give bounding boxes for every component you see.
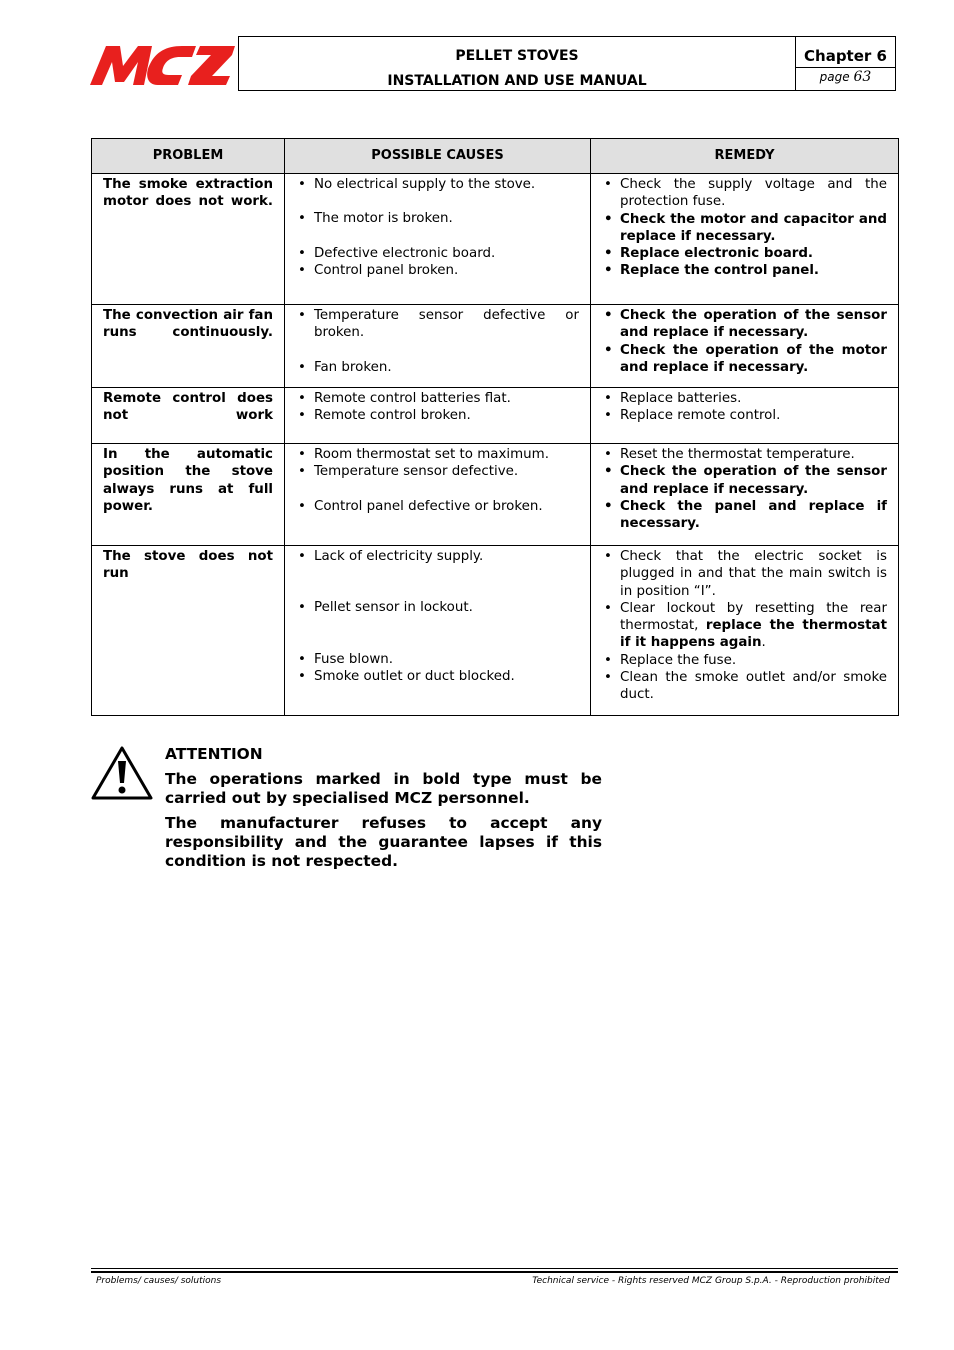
column-header-remedy: REMEDY <box>591 139 899 174</box>
cause-item: • Smoke outlet or duct blocked. <box>296 668 579 685</box>
footer-divider <box>91 1268 898 1269</box>
header-title-line1: PELLET STOVES <box>455 48 579 64</box>
cause-item: • Temperature sensor defective or broken. <box>296 307 579 342</box>
remedy-item: • Reset the thermostat temperature. <box>602 446 887 463</box>
remedy-item: • Check the operation of the motor and replace if necessary. <box>602 342 887 377</box>
column-header-causes: POSSIBLE CAUSES <box>285 139 591 174</box>
remedy-item: • Replace remote control. <box>602 407 887 424</box>
remedy-item: • Check the motor and capacitor and replace if necessary. <box>602 211 887 246</box>
header-box <box>238 36 896 91</box>
remedy-punct: . <box>761 635 766 651</box>
problem-cell: In the automatic position the stove always runs at full power. <box>92 444 285 546</box>
remedy-item: • Check the operation of the sensor and replace if necessary. <box>602 307 887 342</box>
cause-item: • No electrical supply to the stove. <box>296 176 579 193</box>
causes-cell <box>285 444 591 546</box>
causes-cell <box>285 174 591 305</box>
footer-divider-thick <box>91 1271 898 1273</box>
table-row <box>92 546 899 716</box>
troubleshooting-table <box>91 138 899 716</box>
problem-cell: Remote control does not work <box>92 388 285 444</box>
table-row <box>92 305 899 388</box>
cause-item: • Control panel defective or broken. <box>296 498 579 515</box>
warning-triangle-icon <box>90 745 154 801</box>
remedy-cell <box>591 388 899 444</box>
problem-cell: The convection air fan runs continuously. <box>92 305 285 388</box>
cause-item: • Fan broken. <box>296 359 579 376</box>
problem-cell: The smoke extraction motor does not work. <box>92 174 285 305</box>
remedy-item: • Replace the control panel. <box>602 262 887 279</box>
cause-item: • Fuse blown. <box>296 651 579 668</box>
remedy-item: • Check the panel and replace if necessary. <box>602 498 887 533</box>
page-number <box>796 69 895 85</box>
cause-item: • Room thermostat set to maximum. <box>296 446 579 463</box>
remedy-item: • Clean the smoke outlet and/or smoke duct. <box>602 669 887 704</box>
column-header-problem: PROBLEM <box>92 139 285 174</box>
remedy-text: Clear lockout by resetting the rear thermostat, <box>620 600 887 634</box>
header-chapter-cell <box>796 37 895 90</box>
remedy-item: • Replace the fuse. <box>602 652 887 669</box>
causes-cell <box>285 305 591 388</box>
table-row <box>92 444 899 546</box>
remedy-item: • Replace electronic board. <box>602 245 887 262</box>
remedy-item: • Check that the electric socket is plugged in and that the main switch is in position “I”. <box>602 548 887 600</box>
attention-block <box>165 745 602 876</box>
table-row <box>92 388 899 444</box>
table-header-row <box>92 139 899 174</box>
remedy-item: • Check the supply voltage and the protection fuse. <box>602 176 887 211</box>
cause-item: • Lack of electricity supply. <box>296 548 579 565</box>
header-title-line2: INSTALLATION AND USE MANUAL <box>387 73 647 89</box>
causes-cell <box>285 388 591 444</box>
cause-item: • Remote control broken. <box>296 407 579 424</box>
attention-text-1: The operations marked in bold type must be carried out by specialised MCZ personnel. <box>165 770 602 808</box>
causes-cell <box>285 546 591 716</box>
header-title-cell <box>239 37 796 90</box>
chapter-label: Chapter 6 <box>796 37 895 68</box>
remedy-cell <box>591 174 899 305</box>
remedy-item: • Replace batteries. <box>602 390 887 407</box>
remedy-cell <box>591 444 899 546</box>
page-number-value: 63 <box>853 69 872 85</box>
remedy-cell <box>591 305 899 388</box>
footer-section-name: Problems/ causes/ solutions <box>96 1276 222 1286</box>
cause-item: • Remote control batteries flat. <box>296 390 579 407</box>
mcz-logo <box>90 42 236 88</box>
remedy-item <box>602 600 887 652</box>
attention-text-2: The manufacturer refuses to accept any responsibility and the guarantee lapses if this condition is not respected. <box>165 813 602 871</box>
problem-cell: The stove does not run <box>92 546 285 716</box>
cause-item: • The motor is broken. <box>296 210 579 227</box>
page-prefix: page <box>819 70 850 84</box>
cause-item: • Defective electronic board. <box>296 245 579 262</box>
cause-item: • Control panel broken. <box>296 262 579 279</box>
remedy-bold-text: replace the thermostat if it happens again <box>620 618 887 651</box>
cause-item: • Pellet sensor in lockout. <box>296 599 579 616</box>
cause-item: • Temperature sensor defective. <box>296 463 579 480</box>
footer-copyright: Technical service - Rights reserved MCZ Group S.p.A. - Reproduction prohibited <box>532 1276 890 1286</box>
table-row <box>92 174 899 305</box>
attention-title: ATTENTION <box>165 745 263 763</box>
remedy-item: • Check the operation of the sensor and replace if necessary. <box>602 463 887 498</box>
remedy-cell <box>591 546 899 716</box>
